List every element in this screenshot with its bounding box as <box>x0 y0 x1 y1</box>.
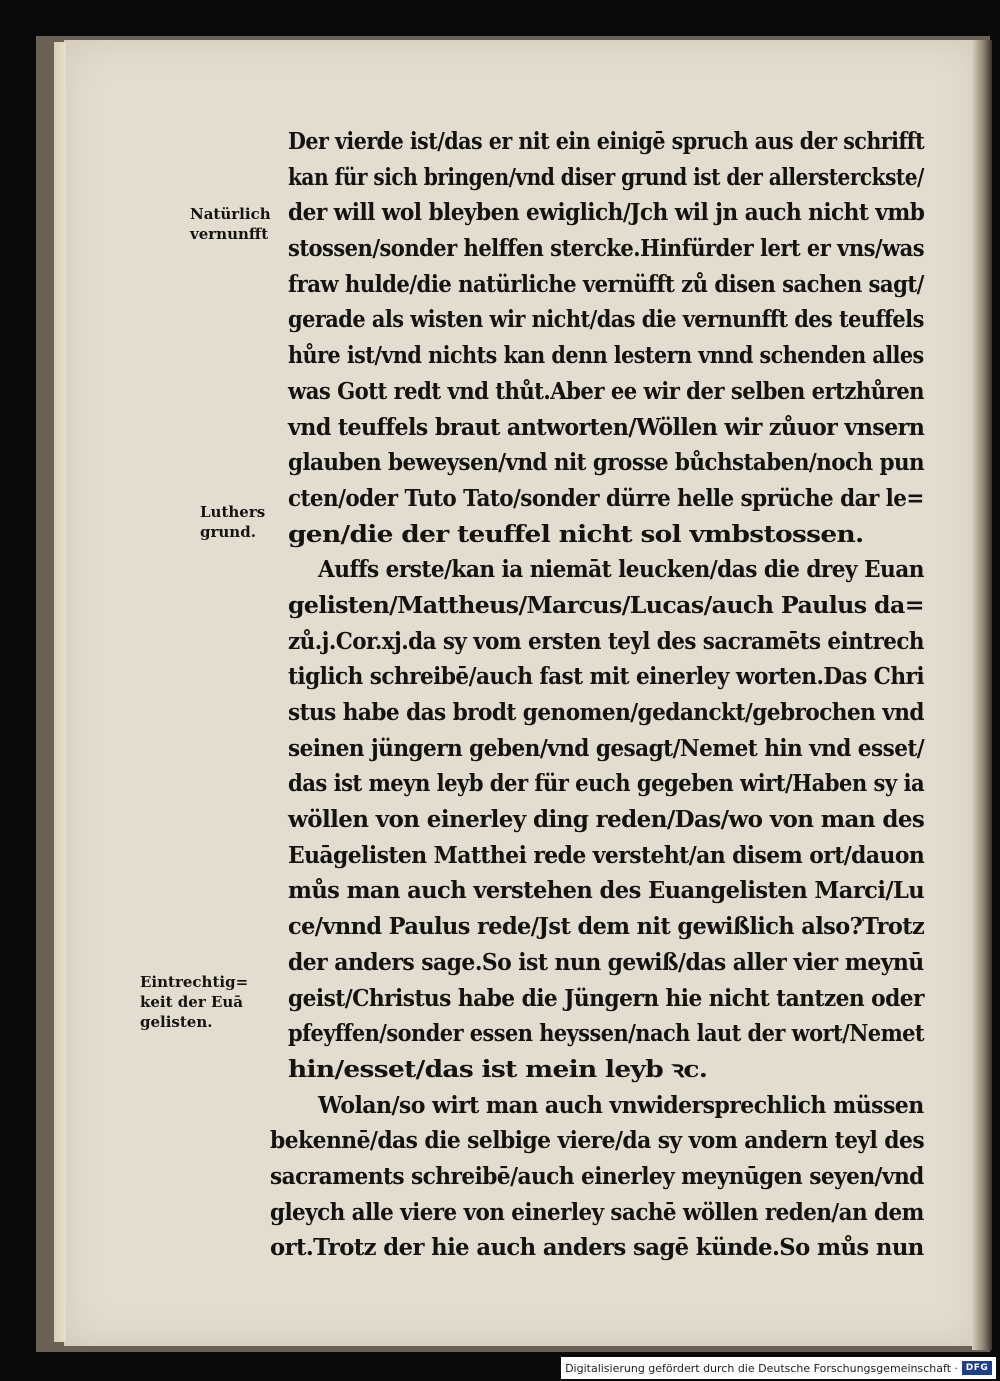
text-line: ort.Trotz der hie auch anders sagē künde.So můs nun <box>270 1234 924 1262</box>
text-line: hůre ist/vnd nichts kan denn lestern vnnd schenden alles <box>288 342 924 370</box>
text-line: das ist meyn leyb der für euch gegeben wirt/Haben sy ia <box>288 770 925 798</box>
text-line: Auffs erste/kan ia niemāt leucken/das die drey Euan <box>318 556 924 584</box>
text-line: zů.j.Cor.xj.da sy vom ersten teyl des sacramēts eintrech <box>288 627 924 655</box>
margin-note-line: Eintrechtig= <box>140 973 249 991</box>
margin-note-line: Natürlich <box>190 205 271 223</box>
text-line: gen/die der teuffel nicht sol vmbstossen. <box>288 520 864 548</box>
text-line: bekennē/das die selbige viere/da sy vom andern teyl des <box>270 1127 925 1155</box>
text-line: kan für sich bringen/vnd diser grund ist der allersterckste/ <box>288 163 924 191</box>
page-gutter <box>54 42 66 1342</box>
text-line: gleych alle viere von einerley sachē wöllen reden/an dem <box>270 1198 924 1226</box>
text-line: gerade als wisten wir nicht/das die vernunfft des teuffels <box>288 306 924 334</box>
margin-note-line: vernunfft <box>190 225 269 243</box>
text-line: ce/vnnd Paulus rede/Jst dem nit gewißlich also?Trotz <box>288 913 925 941</box>
margin-note-eintrechtigkeit <box>140 972 248 1032</box>
dfg-logo-icon: DFG <box>962 1361 992 1375</box>
text-line: gelisten/Mattheus/Marcus/Lucas/auch Paulus da= <box>288 591 924 619</box>
main-text-block <box>270 124 928 1266</box>
text-line: Der vierde ist/das er nit ein einigē spruch aus der schrifft <box>288 128 925 155</box>
text-line: was Gott redt vnd thůt.Aber ee wir der selben ertzhůren <box>288 377 925 405</box>
text-line: seinen jüngern geben/vnd gesagt/Nemet hin vnd esset/ <box>288 734 925 762</box>
text-line: sacraments schreibē/auch einerley meynūgen seyen/vnd <box>270 1162 924 1190</box>
text-line: geist/Christus habe die Jüngern hie nicht tantzen oder <box>288 984 924 1012</box>
text-line: hin/esset/das ist mein leyb ꝛc. <box>288 1055 708 1083</box>
text-line: wöllen von einerley ding reden/Das/wo von man des <box>288 806 925 834</box>
margin-note-line: keit der Euā <box>140 993 244 1011</box>
margin-note-line: gelisten. <box>140 1013 213 1031</box>
margin-note-line: Luthers <box>200 503 266 521</box>
text-line: glauben beweysen/vnd nit grosse bůchstaben/noch pun <box>288 449 925 477</box>
text-line: cten/oder Tuto Tato/sonder dürre helle sprüche dar le= <box>288 484 924 512</box>
text-line: fraw hulde/die natürliche vernüfft zů disen sachen sagt/ <box>288 270 924 298</box>
text-line: pfeyffen/sonder essen heyssen/nach laut der wort/Nemet <box>288 1020 925 1048</box>
text-line: der will wol bleyben ewiglich/Jch wil jn auch nicht vmb <box>288 199 925 227</box>
digitization-credit-bar <box>561 1357 996 1379</box>
margin-note-luthers-grund <box>200 502 265 542</box>
text-line: Euāgelisten Matthei rede versteht/an disem ort/dauon <box>288 841 925 869</box>
digitization-credit-text: Digitalisierung gefördert durch die Deutsche Forschungsgemeinschaft · <box>565 1361 958 1375</box>
text-line: stus habe das brodt genomen/gedanckt/gebrochen vnd <box>288 699 924 726</box>
text-line: tiglich schreibē/auch fast mit einerley worten.Das Chri <box>288 663 925 691</box>
page-fore-edge <box>972 40 992 1350</box>
text-line: můs man auch verstehen des Euangelisten Marci/Lu <box>288 877 925 905</box>
text-line: stossen/sonder helffen stercke.Hinfürder lert er vns/was <box>288 235 925 263</box>
margin-note-natuerlich-vernunfft <box>190 204 271 244</box>
text-line: vnd teuffels braut antworten/Wöllen wir zůuor vnsern <box>288 413 925 441</box>
text-line: Wolan/so wirt man auch vnwidersprechlich müssen <box>318 1091 924 1119</box>
margin-note-line: grund. <box>200 523 256 541</box>
text-line: der anders sage.So ist nun gewiß/das aller vier meynū <box>288 948 924 976</box>
